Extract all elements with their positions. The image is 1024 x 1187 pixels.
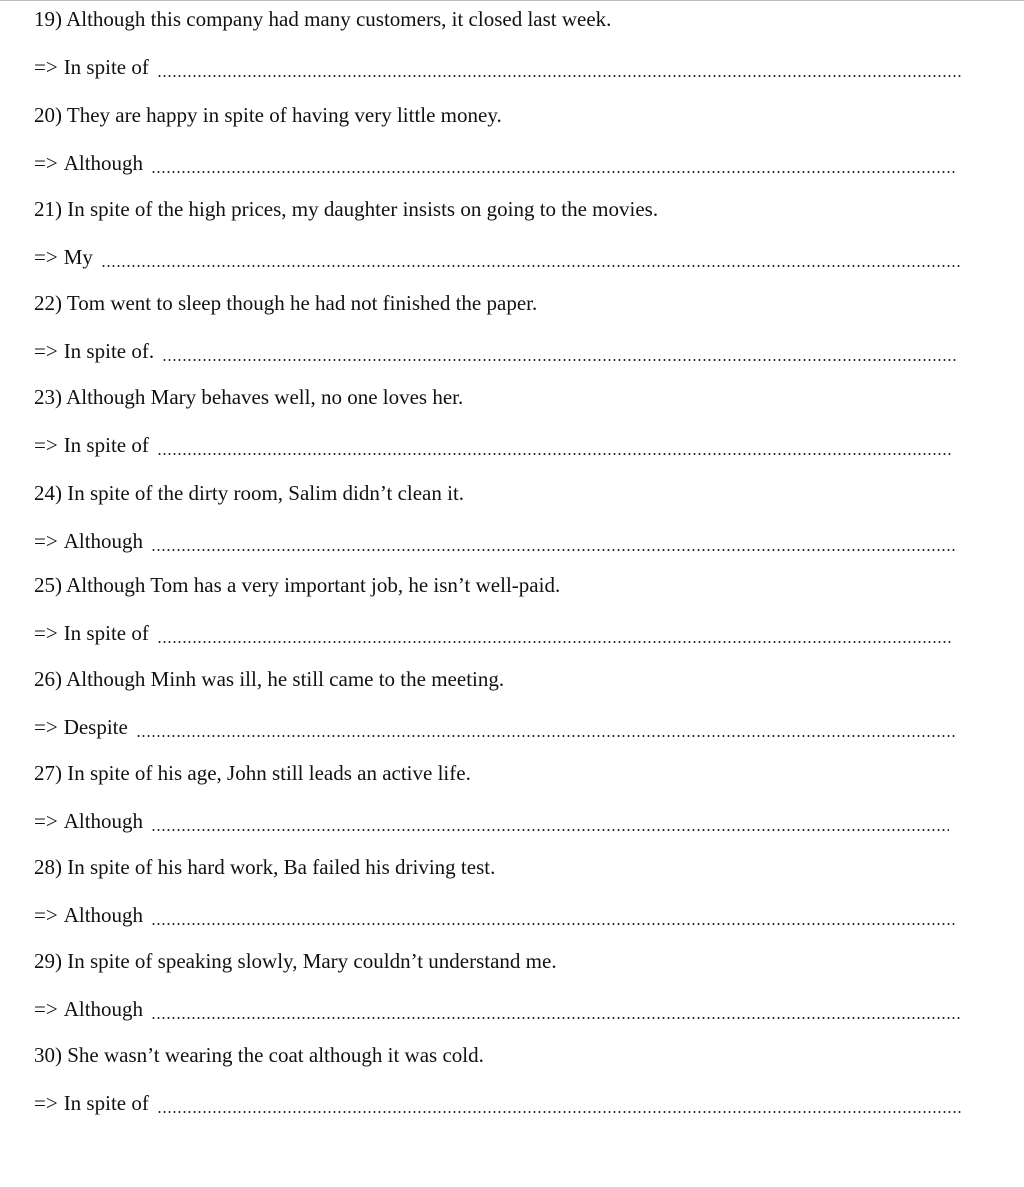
answer-line[interactable] bbox=[34, 242, 961, 272]
answer-prompt: Despite bbox=[63, 715, 128, 739]
exercise-number: 21) bbox=[34, 197, 62, 221]
exercise-number: 24) bbox=[34, 481, 62, 505]
answer-line[interactable] bbox=[34, 52, 963, 82]
exercise-sentence bbox=[34, 570, 560, 600]
exercise-sentence bbox=[34, 478, 464, 508]
dotted-answer-blank[interactable] bbox=[151, 171, 957, 173]
sentence-text: Tom went to sleep though he had not finished the paper. bbox=[66, 291, 538, 315]
exercise-sentence bbox=[34, 100, 502, 130]
sentence-text: In spite of the high prices, my daughter insists on going to the movies. bbox=[67, 197, 659, 221]
arrow-symbol: => bbox=[34, 151, 58, 175]
arrow-symbol: => bbox=[34, 621, 58, 645]
dotted-answer-blank[interactable] bbox=[151, 923, 957, 925]
exercise-number: 30) bbox=[34, 1043, 62, 1067]
sentence-text: In spite of his age, John still leads an active life. bbox=[67, 761, 471, 785]
dotted-answer-blank[interactable] bbox=[151, 549, 957, 551]
exercise-22 bbox=[34, 288, 974, 382]
exercise-sentence bbox=[34, 946, 557, 976]
exercise-number: 20) bbox=[34, 103, 62, 127]
exercise-24 bbox=[34, 478, 974, 572]
answer-prompt: Although bbox=[63, 809, 144, 833]
arrow-symbol: => bbox=[34, 715, 58, 739]
exercise-number: 27) bbox=[34, 761, 62, 785]
arrow-symbol: => bbox=[34, 339, 58, 363]
dotted-answer-blank[interactable] bbox=[151, 1017, 961, 1019]
sentence-text: In spite of speaking slowly, Mary couldn’t understand me. bbox=[67, 949, 557, 973]
sentence-text: In spite of his hard work, Ba failed his driving test. bbox=[67, 855, 496, 879]
exercise-30 bbox=[34, 1040, 974, 1134]
answer-line[interactable] bbox=[34, 806, 949, 836]
answer-prompt: Although bbox=[63, 151, 144, 175]
sentence-text: She wasn’t wearing the coat although it was cold. bbox=[67, 1043, 484, 1067]
exercise-number: 23) bbox=[34, 385, 62, 409]
arrow-symbol: => bbox=[34, 809, 58, 833]
answer-line[interactable] bbox=[34, 526, 957, 556]
arrow-symbol: => bbox=[34, 903, 58, 927]
answer-line[interactable] bbox=[34, 618, 953, 648]
exercise-19 bbox=[34, 4, 974, 98]
exercise-28 bbox=[34, 852, 974, 946]
answer-prompt: In spite of bbox=[63, 433, 149, 457]
exercise-number: 22) bbox=[34, 291, 62, 315]
dotted-answer-blank[interactable] bbox=[157, 1111, 961, 1113]
answer-prompt: In spite of bbox=[63, 55, 149, 79]
dotted-answer-blank[interactable] bbox=[162, 359, 958, 361]
arrow-symbol: => bbox=[34, 997, 58, 1021]
exercise-number: 29) bbox=[34, 949, 62, 973]
exercise-sentence bbox=[34, 852, 495, 882]
exercise-25 bbox=[34, 570, 974, 664]
answer-line[interactable] bbox=[34, 900, 957, 930]
dotted-answer-blank[interactable] bbox=[157, 641, 953, 643]
answer-prompt: In spite of bbox=[63, 621, 149, 645]
exercise-number: 26) bbox=[34, 667, 62, 691]
dotted-answer-blank[interactable] bbox=[157, 75, 963, 77]
answer-line[interactable] bbox=[34, 994, 961, 1024]
sentence-text: They are happy in spite of having very little money. bbox=[66, 103, 502, 127]
exercise-27 bbox=[34, 758, 974, 852]
sentence-text: Although Tom has a very important job, he isn’t well-paid. bbox=[66, 573, 561, 597]
exercise-26 bbox=[34, 664, 974, 758]
answer-prompt: My bbox=[63, 245, 93, 269]
answer-line[interactable] bbox=[34, 336, 958, 366]
exercise-sentence bbox=[34, 288, 537, 318]
dotted-answer-blank[interactable] bbox=[157, 453, 953, 455]
arrow-symbol: => bbox=[34, 55, 58, 79]
exercise-sentence bbox=[34, 1040, 484, 1070]
sentence-text: Although Minh was ill, he still came to the meeting. bbox=[66, 667, 505, 691]
arrow-symbol: => bbox=[34, 245, 58, 269]
exercise-sentence bbox=[34, 382, 463, 412]
answer-prompt: In spite of. bbox=[63, 339, 155, 363]
sentence-text: Although this company had many customers, it closed last week. bbox=[66, 7, 612, 31]
arrow-symbol: => bbox=[34, 1091, 58, 1115]
answer-line[interactable] bbox=[34, 148, 957, 178]
exercise-sentence bbox=[34, 664, 504, 694]
answer-prompt: Although bbox=[63, 529, 144, 553]
sentence-text: In spite of the dirty room, Salim didn’t clean it. bbox=[67, 481, 465, 505]
answer-line[interactable] bbox=[34, 712, 956, 742]
answer-prompt: Although bbox=[63, 903, 144, 927]
exercise-21 bbox=[34, 194, 974, 288]
answer-prompt: Although bbox=[63, 997, 144, 1021]
exercise-23 bbox=[34, 382, 974, 476]
exercise-number: 19) bbox=[34, 7, 62, 31]
answer-line[interactable] bbox=[34, 1088, 961, 1118]
exercise-number: 28) bbox=[34, 855, 62, 879]
exercise-29 bbox=[34, 946, 974, 1040]
exercise-number: 25) bbox=[34, 573, 62, 597]
answer-line[interactable] bbox=[34, 430, 953, 460]
answer-prompt: In spite of bbox=[63, 1091, 149, 1115]
arrow-symbol: => bbox=[34, 529, 58, 553]
sentence-text: Although Mary behaves well, no one loves her. bbox=[66, 385, 464, 409]
exercise-sentence bbox=[34, 4, 611, 34]
exercise-sentence bbox=[34, 758, 471, 788]
dotted-answer-blank[interactable] bbox=[136, 735, 956, 737]
arrow-symbol: => bbox=[34, 433, 58, 457]
exercise-sentence bbox=[34, 194, 658, 224]
dotted-answer-blank[interactable] bbox=[151, 829, 949, 831]
page-top-border bbox=[0, 0, 1024, 1]
dotted-answer-blank[interactable] bbox=[101, 265, 961, 267]
exercise-20 bbox=[34, 100, 974, 194]
